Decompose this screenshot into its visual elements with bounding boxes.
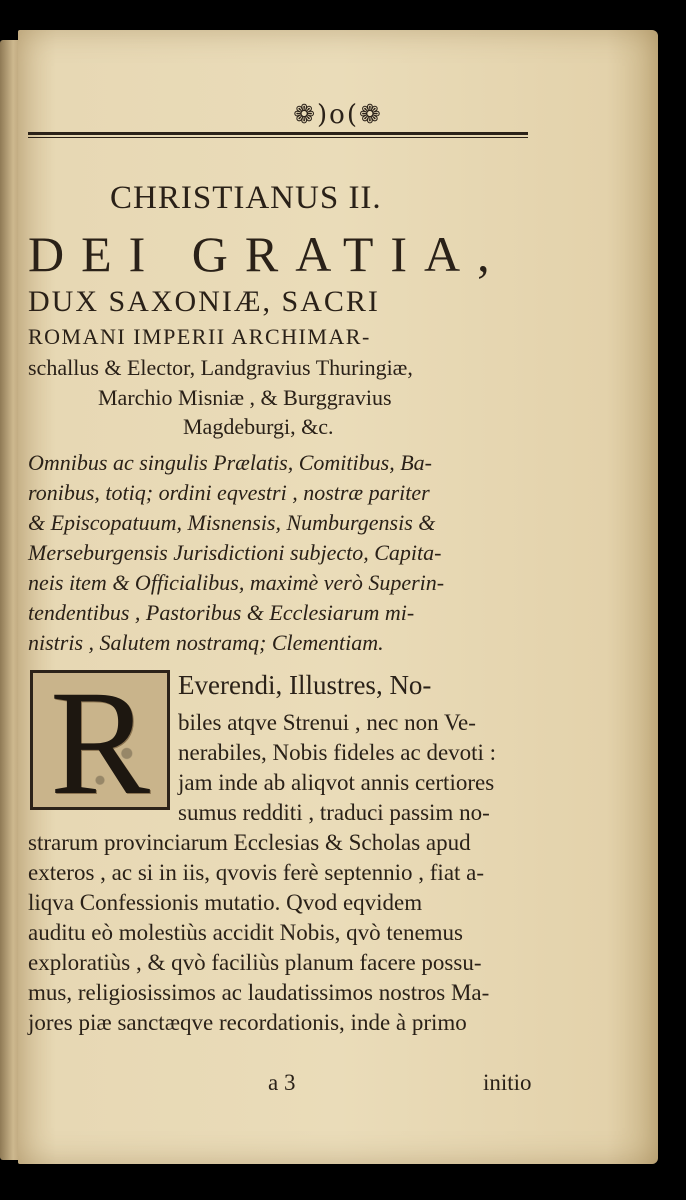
header-rule bbox=[28, 132, 528, 135]
body-line: jores piæ sanctæqve recordationis, inde à primo bbox=[28, 1010, 467, 1035]
heading-line-6: Marchio Misniæ , & Burggravius bbox=[98, 385, 392, 410]
header-ornament: ❁)o(❁ bbox=[293, 100, 383, 130]
body-line: mus, religiosissimos ac laudatissimos nostros Ma- bbox=[28, 980, 490, 1005]
heading-line-5: schallus & Elector, Landgravius Thuringiæ, bbox=[28, 355, 413, 380]
heading-line-2: DEI GRATIA, bbox=[28, 226, 507, 282]
body-line: jam inde ab aliqvot annis certiores bbox=[178, 770, 495, 795]
signature-mark: a 3 bbox=[268, 1070, 296, 1095]
book-page bbox=[18, 30, 658, 1164]
body-line: biles atqve Strenui , nec non Ve- bbox=[178, 710, 476, 735]
heading-line-7: Magdeburgi, &c. bbox=[183, 414, 334, 439]
heading-line-4: ROMANI IMPERII ARCHIMAR- bbox=[28, 324, 371, 349]
heading-line-3: DUX SAXONIÆ, SACRI bbox=[28, 285, 380, 318]
heading-line-1: CHRISTIANUS II. bbox=[110, 180, 382, 216]
body-line: sumus redditi , traduci passim no- bbox=[178, 800, 490, 825]
address-line: Merseburgensis Jurisdictioni subjecto, Capita- bbox=[28, 540, 442, 565]
address-line: tendentibus , Pastoribus & Ecclesiarum mi- bbox=[28, 600, 415, 625]
address-line: & Episcopatuum, Misnensis, Numburgensis & bbox=[28, 510, 436, 535]
body-line: liqva Confessionis mutatio. Qvod eqvidem bbox=[28, 890, 423, 915]
initial-letter: R bbox=[49, 660, 151, 826]
address-line: neis item & Officialibus, maximè verò Superin- bbox=[28, 570, 445, 595]
body-line: strarum provinciarum Ecclesias & Scholas apud bbox=[28, 830, 471, 855]
catchword: initio bbox=[483, 1070, 532, 1095]
decorated-initial bbox=[30, 660, 170, 826]
body-line: exploratiùs , & qvò faciliùs planum facere possu- bbox=[28, 950, 482, 975]
address-line: ronibus, totiq; ordini eqvestri , nostræ pariter bbox=[28, 480, 430, 505]
body-line: exteros , ac si in iis, qvovis ferè septennio , fiat a- bbox=[28, 860, 485, 885]
address-line: Omnibus ac singulis Prælatis, Comitibus, Ba- bbox=[28, 450, 432, 475]
address-line: nistris , Salutem nostramq; Clementiam. bbox=[28, 630, 384, 655]
body-line: auditu eò molestiùs accidit Nobis, qvò tenemus bbox=[28, 920, 464, 945]
header-rule-thin bbox=[28, 137, 528, 138]
body-line: Everendi, Illustres, No- bbox=[178, 670, 432, 700]
body-line: nerabiles, Nobis fideles ac devoti : bbox=[178, 740, 497, 765]
